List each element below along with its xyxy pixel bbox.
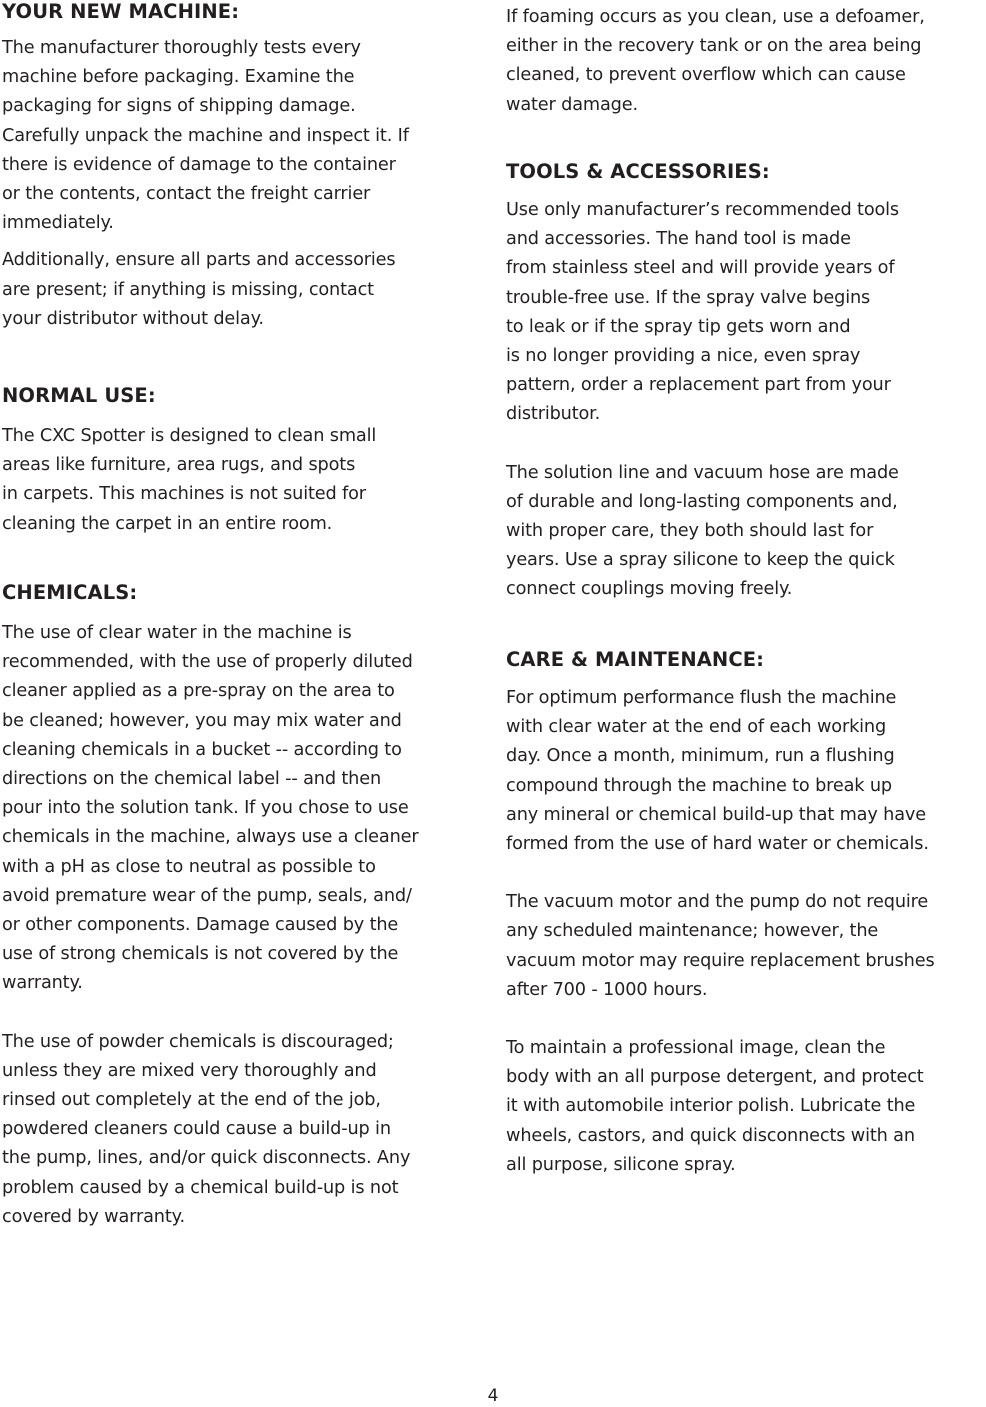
text-line: body with an all purpose detergent, and protect [506, 1067, 924, 1088]
text-line: either in the recovery tank or on the area being [506, 36, 922, 57]
paragraph [506, 196, 986, 430]
text-line: or other components. Damage caused by the [2, 915, 399, 936]
paragraph [2, 1028, 474, 1232]
text-line: after 700 - 1000 hours. [506, 979, 708, 1000]
text-line: cleaned, to prevent overflow which can cause [506, 65, 906, 86]
text-line: pattern, order a replacement part from your [506, 375, 891, 396]
text-line: be cleaned; however, you may mix water and [2, 710, 402, 731]
text-line: connect couplings moving freely. [506, 579, 793, 600]
text-line: The vacuum motor and the pump do not require [506, 892, 929, 913]
text-line: use of strong chemicals is not covered by the [2, 944, 399, 965]
text-line: problem caused by a chemical build-up is not [2, 1177, 399, 1198]
paragraph [506, 3, 986, 120]
text-line: your distributor without delay. [2, 308, 264, 329]
section-heading: NORMAL USE: [2, 384, 156, 407]
text-line: all purpose, silicone spray. [506, 1154, 736, 1175]
text-line: The solution line and vacuum hose are made [506, 462, 899, 483]
text-line: covered by warranty. [2, 1206, 185, 1227]
text-line: with a pH as close to neutral as possible to [2, 856, 376, 877]
text-line: packaging for signs of shipping damage. [2, 96, 356, 117]
text-line: is no longer providing a nice, even spray [506, 346, 861, 367]
text-line: to leak or if the spray tip gets worn and [506, 316, 851, 337]
section-heading: TOOLS & ACCESSORIES: [506, 160, 770, 183]
text-line: cleaner applied as a pre-spray on the area to [2, 681, 395, 702]
paragraph [2, 422, 474, 539]
text-line: vacuum motor may require replacement brushes [506, 950, 935, 971]
text-line: machine before packaging. Examine the [2, 67, 355, 88]
text-line: any mineral or chemical build-up that may have [506, 804, 926, 825]
text-line: immediately. [2, 213, 114, 234]
page-number: 4 [487, 1386, 499, 1406]
text-line: Use only manufacturer’s recommended tools [506, 200, 900, 220]
section-heading: CHEMICALS: [2, 581, 138, 604]
text-line: The manufacturer thoroughly tests every [2, 38, 361, 58]
text-line: formed from the use of hard water or chemicals. [506, 834, 929, 855]
paragraph [2, 34, 474, 238]
section-normal-use [2, 384, 474, 539]
text-line: pour into the solution tank. If you chose to use [2, 798, 409, 819]
paragraph [2, 246, 474, 334]
text-line: directions on the chemical label -- and then [2, 769, 382, 790]
text-line: unless they are mixed very thoroughly and [2, 1060, 377, 1081]
text-line: Additionally, ensure all parts and accessories [2, 250, 396, 271]
text-line: from stainless steel and will provide years of [506, 258, 895, 279]
text-line: with proper care, they both should last for [506, 521, 874, 542]
text-line: Carefully unpack the machine and inspect it. If [2, 125, 409, 146]
text-line: The CXC Spotter is designed to clean small [2, 426, 377, 446]
text-line: it with automobile interior polish. Lubricate the [506, 1096, 916, 1117]
text-line: or the contents, contact the freight carrier [2, 184, 371, 205]
section-chemicals [2, 581, 474, 1232]
paragraph [506, 1034, 986, 1180]
text-line: with clear water at the end of each working [506, 717, 887, 738]
text-line: The use of powder chemicals is discouraged; [2, 1031, 394, 1052]
paragraph [506, 684, 986, 859]
paragraph [506, 888, 986, 1005]
text-line: The use of clear water in the machine is [2, 623, 352, 643]
text-line: are present; if anything is missing, contact [2, 279, 374, 300]
text-line: warranty. [2, 973, 83, 994]
text-line: For optimum performance flush the machine [506, 688, 897, 708]
text-line: If foaming occurs as you clean, use a defoamer, [506, 7, 925, 27]
text-line: years. Use a spray silicone to keep the quick [506, 550, 895, 571]
section-care-maintenance [506, 648, 986, 1180]
paragraph [506, 459, 986, 605]
text-line: cleaning chemicals in a bucket -- according to [2, 739, 402, 760]
section-foaming [506, 3, 986, 120]
text-line: To maintain a professional image, clean the [506, 1038, 886, 1059]
text-line: distributor. [506, 404, 601, 425]
text-line: there is evidence of damage to the container [2, 154, 396, 175]
text-line: water damage. [506, 94, 638, 115]
text-line: powdered cleaners could cause a build-up in [2, 1119, 391, 1140]
section-heading: CARE & MAINTENANCE: [506, 648, 765, 671]
text-line: of durable and long-lasting components and, [506, 491, 898, 512]
section-tools-accessories [506, 160, 986, 605]
text-line: cleaning the carpet in an entire room. [2, 513, 333, 534]
section-your-new-machine [2, 0, 474, 334]
text-line: wheels, castors, and quick disconnects with an [506, 1125, 915, 1146]
text-line: day. Once a month, minimum, run a flushing [506, 746, 895, 767]
text-line: in carpets. This machines is not suited for [2, 484, 366, 505]
text-line: any scheduled maintenance; however, the [506, 921, 879, 942]
text-line: chemicals in the machine, always use a cleaner [2, 827, 419, 848]
text-line: rinsed out completely at the end of the job, [2, 1090, 381, 1111]
text-line: and accessories. The hand tool is made [506, 229, 851, 250]
text-line: the pump, lines, and/or quick disconnects. Any [2, 1148, 411, 1169]
text-line: recommended, with the use of properly diluted [2, 652, 413, 673]
text-line: compound through the machine to break up [506, 775, 893, 796]
paragraph [2, 619, 474, 999]
text-line: avoid premature wear of the pump, seals, and/ [2, 885, 412, 906]
section-heading: YOUR NEW MACHINE: [2, 0, 240, 23]
text-line: trouble-free use. If the spray valve begins [506, 287, 871, 308]
text-line: areas like furniture, area rugs, and spots [2, 455, 356, 476]
